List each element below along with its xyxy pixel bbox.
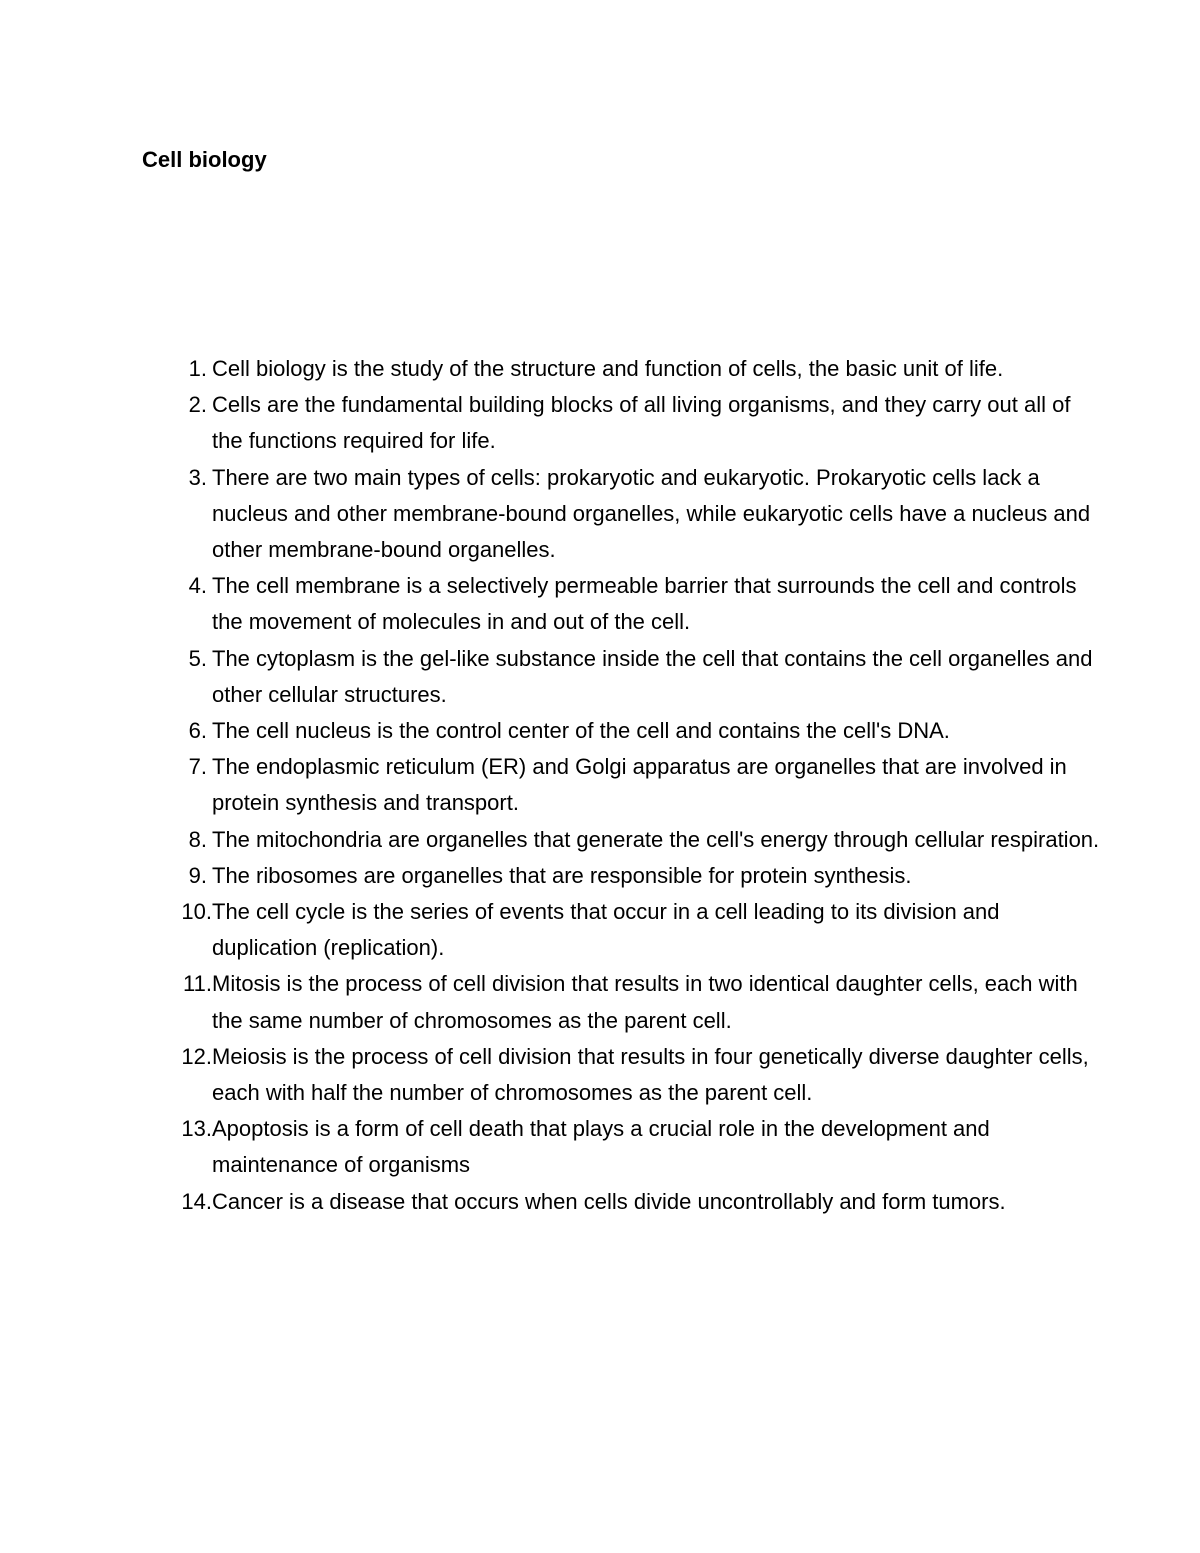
list-item-text: Mitosis is the process of cell division that results in two identical daughter cells, each with the same number of chromosomes as the parent cell. <box>212 971 1078 1033</box>
list-item <box>0 460 1100 569</box>
list-item-number: 6. <box>188 718 207 744</box>
list-item-number: 4. <box>188 573 207 599</box>
list-item <box>0 568 1100 640</box>
numbered-list <box>0 351 1100 1220</box>
list-item <box>0 351 1100 387</box>
list-item-number: 13. <box>181 1116 212 1142</box>
list-item <box>0 1184 1100 1220</box>
list-item-text: There are two main types of cells: prokaryotic and eukaryotic. Prokaryotic cells lack a nucleus and other membrane-bound organelles, while eukaryotic cells have a nucleus and other membrane-bound organelles. <box>212 464 1091 563</box>
list-item-number: 9. <box>188 862 207 888</box>
list-item <box>0 1111 1100 1183</box>
list-item-number: 3. <box>188 464 207 490</box>
list-item-number: 1. <box>188 356 207 381</box>
list-item <box>0 387 1100 459</box>
list-item-text: Meiosis is the process of cell division that results in four genetically diverse daughter cells, each with half the number of chromosomes as the parent cell. <box>212 1043 1089 1106</box>
list-item-text: Cancer is a disease that occurs when cells divide uncontrollably and form tumors. <box>212 1188 1006 1214</box>
list-item-number: 11. <box>183 971 212 997</box>
list-item-text: The cell cycle is the series of events that occur in a cell leading to its division and duplication (replication). <box>212 899 1000 961</box>
list-item-text: The endoplasmic reticulum (ER) and Golgi apparatus are organelles that are involved in protein synthesis and transport. <box>212 754 1067 816</box>
list-item <box>0 1039 1100 1111</box>
list-item-number: 14. <box>181 1188 212 1214</box>
list-item <box>0 713 1100 749</box>
list-item <box>0 641 1100 713</box>
list-item-number: 5. <box>188 645 207 671</box>
list-item-text: Cells are the fundamental building blocks of all living organisms, and they carry out all of the functions required for life. <box>212 392 1071 454</box>
list-item-text: The cytoplasm is the gel-like substance inside the cell that contains the cell organelles and other cellular structures. <box>212 645 1093 707</box>
list-item-number: 12. <box>181 1043 212 1069</box>
list-item-number: 10. <box>181 899 212 925</box>
list-item-text: The cell nucleus is the control center of the cell and contains the cell's DNA. <box>212 718 950 744</box>
list-item <box>0 822 1100 858</box>
list-item <box>0 749 1100 821</box>
list-item-text: Apoptosis is a form of cell death that plays a crucial role in the development and maintenance of organisms <box>212 1116 990 1178</box>
list-item-text: Cell biology is the study of the structure and function of cells, the basic unit of life. <box>212 356 1004 381</box>
list-item-number: 7. <box>188 754 207 780</box>
document-title: Cell biology <box>142 147 267 172</box>
list-item <box>0 894 1100 966</box>
list-item-text: The cell membrane is a selectively permeable barrier that surrounds the cell and controls the movement of molecules in and out of the cell. <box>212 573 1077 635</box>
list-item-text: The ribosomes are organelles that are responsible for protein synthesis. <box>212 862 912 888</box>
list-item <box>0 858 1100 894</box>
list-item-number: 2. <box>188 392 207 418</box>
list-item <box>0 966 1100 1038</box>
list-item-number: 8. <box>188 826 207 852</box>
list-item-text: The mitochondria are organelles that generate the cell's energy through cellular respiration. <box>212 826 1100 852</box>
